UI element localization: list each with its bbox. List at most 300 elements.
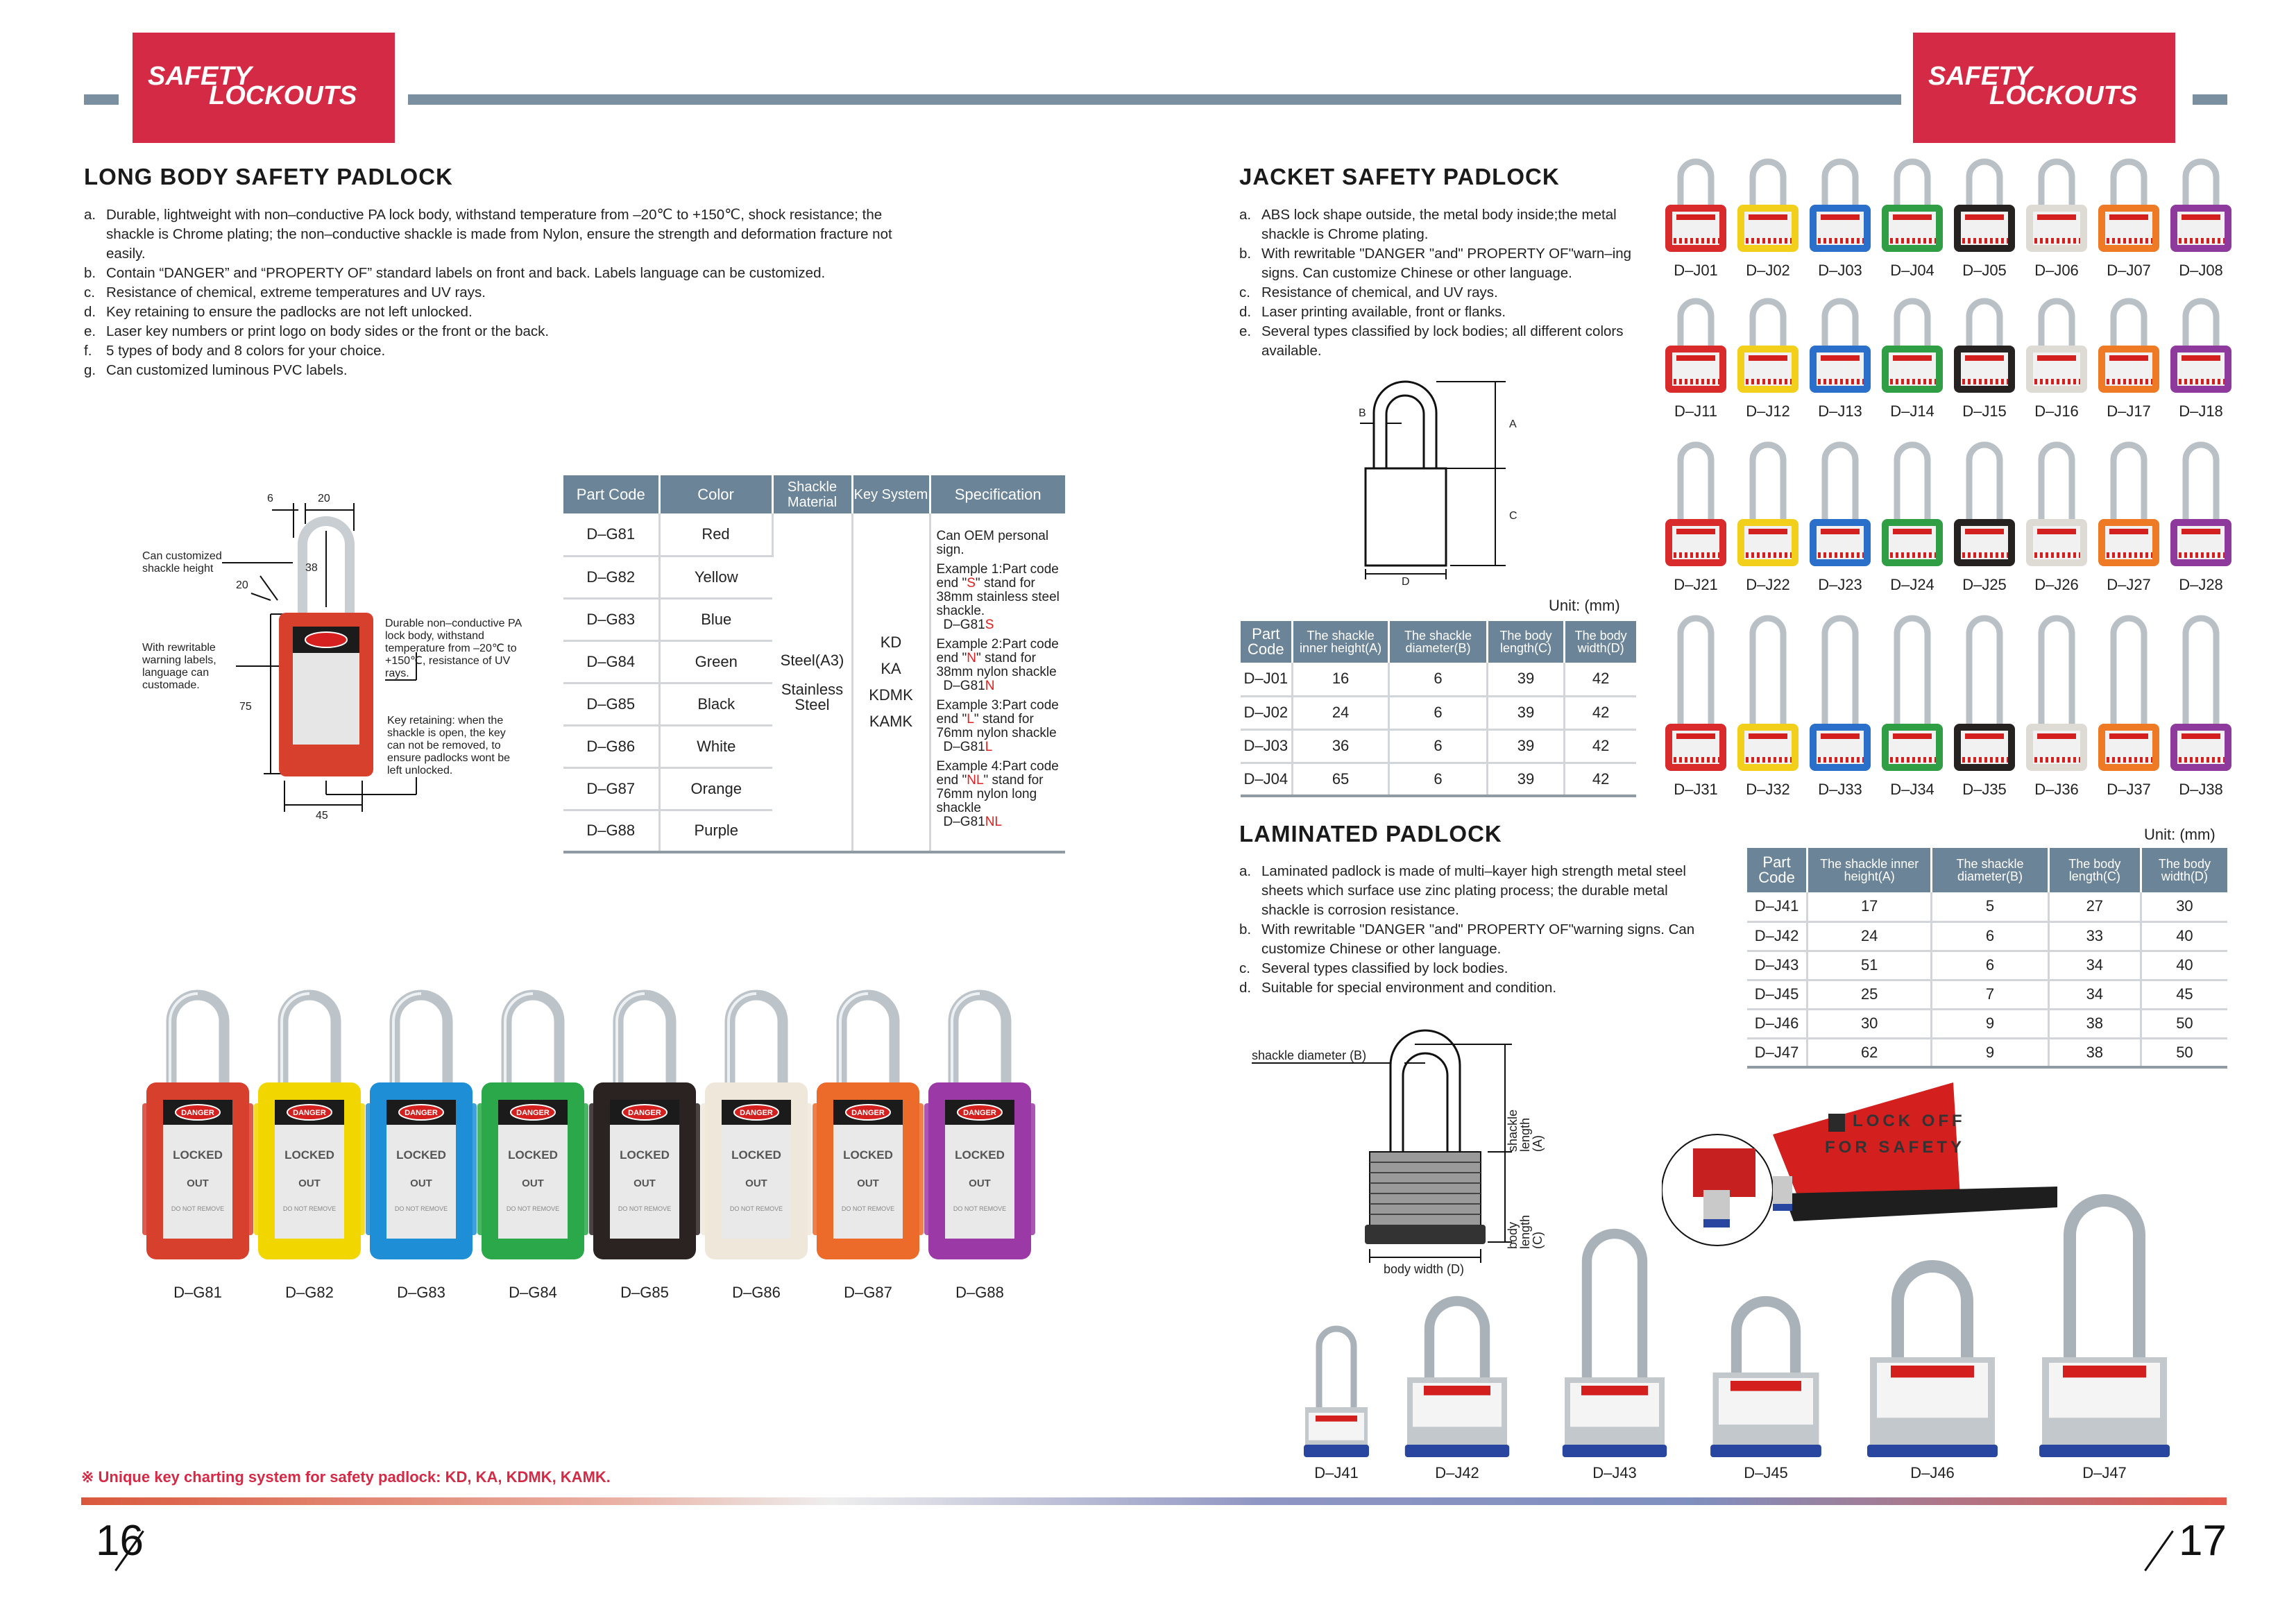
jacket-padlock-icon bbox=[2168, 439, 2234, 568]
padlock-7-icon bbox=[924, 985, 1035, 1263]
padlock-1-icon bbox=[254, 985, 365, 1263]
example-text: " stand for 76mm nylon long shackle bbox=[936, 773, 1044, 815]
svg-text:LOCKED: LOCKED bbox=[284, 1148, 334, 1162]
shackle-material-cell bbox=[772, 513, 852, 852]
brand-logo-right bbox=[1913, 33, 2175, 143]
example-text: " stand for 38mm stainless steel shackle. bbox=[936, 576, 1060, 618]
long-body-spec-table bbox=[563, 475, 1065, 853]
example-code-base: D–G81 bbox=[943, 618, 985, 632]
part-code-cell: D–G86 bbox=[563, 725, 659, 767]
laminated-padlock-icon bbox=[1559, 1228, 1670, 1457]
jacket-padlock-icon bbox=[1807, 613, 1873, 772]
color-cell: Blue bbox=[659, 598, 772, 640]
svg-text:DANGER: DANGER bbox=[181, 1109, 214, 1117]
svg-text:OUT: OUT bbox=[522, 1178, 544, 1189]
page-slash-right bbox=[2144, 1530, 2174, 1571]
svg-text:LOCKED: LOCKED bbox=[731, 1148, 781, 1162]
feature-item bbox=[1239, 322, 1649, 361]
value-cell: 42 bbox=[1565, 729, 1636, 763]
table-row bbox=[1747, 980, 2227, 1009]
header-rule bbox=[408, 94, 1901, 105]
jacket-padlock-icon bbox=[1807, 296, 1873, 394]
column-header: The shackle diameter(B) bbox=[1932, 848, 2049, 892]
feature-text: Laser key numbers or print logo on body sides or the front or the back. bbox=[106, 323, 550, 339]
example-code-base: D–G81 bbox=[943, 740, 985, 754]
jacket-padlock-icon bbox=[1663, 613, 1729, 772]
dim-a: A bbox=[1509, 418, 1517, 430]
padlock-4-icon bbox=[589, 985, 700, 1263]
value-cell: 6 bbox=[1932, 921, 2049, 951]
jacket-padlock-label: D–J16 bbox=[2034, 402, 2079, 420]
shackle-note: Can customized shackle height bbox=[142, 550, 222, 575]
jacket-padlock-icon bbox=[1735, 613, 1801, 772]
padlock-label: D–G88 bbox=[955, 1284, 1004, 1301]
laminated-padlock-icon bbox=[1707, 1295, 1825, 1457]
jacket-padlock-label: D–J06 bbox=[2034, 262, 2079, 279]
value-cell: 39 bbox=[1487, 696, 1565, 729]
feature-item bbox=[1239, 244, 1649, 283]
value-cell: 39 bbox=[1487, 729, 1565, 763]
value-cell: 34 bbox=[2048, 980, 2141, 1009]
example-text: Example 3:Part code end " bbox=[936, 698, 1059, 726]
value-cell: 42 bbox=[1565, 763, 1636, 796]
feature-text: With rewritable "DANGER "and" PROPERTY OF"warn–ing signs. Can customize Chinese or other language. bbox=[1261, 246, 1632, 281]
label-body-length: body length (C) bbox=[1506, 1214, 1545, 1249]
jacket-padlock-icon bbox=[2023, 439, 2090, 568]
section-title-long-body: LONG BODY SAFETY PADLOCK bbox=[84, 164, 453, 189]
feature-text: Key retaining to ensure the padlocks are not left unlocked. bbox=[106, 304, 473, 320]
feature-marker: b. bbox=[1239, 246, 1252, 262]
value-cell: 36 bbox=[1292, 729, 1389, 763]
feature-marker: c. bbox=[1239, 284, 1250, 300]
key-charting-note: ※ Unique key charting system for safety padlock: KD, KA, KDMK, KAMK. bbox=[81, 1468, 611, 1486]
feature-text: Can customized luminous PVC labels. bbox=[106, 362, 348, 378]
jacket-padlock-icon bbox=[2095, 156, 2162, 253]
jacket-padlock-label: D–J04 bbox=[1890, 262, 1934, 279]
jacket-features bbox=[1239, 205, 1649, 361]
long-body-padlock bbox=[366, 985, 477, 1263]
brand-line1: SAFETY bbox=[148, 62, 252, 91]
table-row bbox=[1747, 1038, 2227, 1067]
long-body-padlock bbox=[254, 985, 365, 1263]
col-key-system: Key System bbox=[852, 475, 930, 513]
padlock-5-icon bbox=[701, 985, 812, 1263]
jacket-unit: Unit: (mm) bbox=[1549, 597, 1620, 614]
jacket-padlock-label: D–J02 bbox=[1746, 262, 1790, 279]
jacket-padlock-icon bbox=[1879, 296, 1946, 394]
part-code-cell: D–G81 bbox=[563, 513, 659, 556]
example-code-suffix: NL bbox=[985, 815, 1002, 829]
feature-marker: a. bbox=[1239, 863, 1252, 879]
laminated-padlock-label: D–J45 bbox=[1744, 1464, 1788, 1481]
padlock-6-icon bbox=[813, 985, 924, 1263]
feature-text: Laser printing available, front or flanks. bbox=[1261, 304, 1506, 320]
jacket-padlock-label: D–J05 bbox=[1962, 262, 2007, 279]
jacket-padlock-icon bbox=[2168, 613, 2234, 772]
body-note: Durable non–conductive PA lock body, withstand temperature from –20℃ to +150℃, resistance of UV rays. bbox=[385, 618, 522, 679]
feature-marker: e. bbox=[1239, 323, 1252, 339]
col-part-code: Part Code bbox=[563, 475, 659, 513]
svg-text:OUT: OUT bbox=[298, 1178, 321, 1189]
jacket-padlock-label: D–J13 bbox=[1818, 402, 1862, 420]
svg-text:OUT: OUT bbox=[410, 1178, 432, 1189]
feature-item bbox=[1239, 283, 1649, 303]
dim-b: B bbox=[1359, 407, 1366, 419]
svg-text:LOCKED: LOCKED bbox=[173, 1148, 223, 1162]
jacket-diagram bbox=[1346, 364, 1527, 586]
jacket-padlock-icon bbox=[1735, 439, 1801, 568]
feature-text: Several types classified by lock bodies; all different colors available. bbox=[1261, 323, 1624, 359]
feature-text: With rewritable "DANGER "and" PROPERTY OF"warning signs. Can customize Chinese or other language. bbox=[1261, 921, 1695, 957]
table-header-row bbox=[1241, 621, 1636, 663]
laminated-features bbox=[1239, 862, 1711, 998]
jacket-lock-grid bbox=[1660, 156, 2236, 801]
jacket-padlock-icon bbox=[2095, 613, 2162, 772]
spec-example bbox=[937, 638, 1060, 693]
key-system-value: KAMK bbox=[869, 713, 913, 730]
svg-text:DANGER: DANGER bbox=[516, 1109, 550, 1117]
value-cell: 40 bbox=[2141, 951, 2227, 980]
feature-marker: f. bbox=[84, 343, 92, 359]
key-system-cell bbox=[852, 513, 930, 852]
color-cell: White bbox=[659, 725, 772, 767]
jacket-padlock-icon bbox=[2095, 296, 2162, 394]
jacket-padlock-icon bbox=[1807, 439, 1873, 568]
example-suffix-highlight: L bbox=[967, 712, 974, 726]
color-cell: Black bbox=[659, 683, 772, 725]
value-cell: 6 bbox=[1389, 663, 1487, 696]
padlock-label: D–G83 bbox=[397, 1284, 445, 1301]
long-body-padlock bbox=[813, 985, 924, 1263]
padlock-3-icon bbox=[477, 985, 588, 1263]
jacket-padlock-label: D–J15 bbox=[1962, 402, 2007, 420]
table-header-row bbox=[1747, 848, 2227, 892]
long-body-padlock bbox=[701, 985, 812, 1263]
part-code-cell: D–G84 bbox=[563, 640, 659, 683]
jacket-padlock-icon bbox=[1951, 439, 2018, 568]
table-row bbox=[1747, 921, 2227, 951]
padlock-2-icon bbox=[366, 985, 477, 1263]
example-suffix-highlight: S bbox=[967, 576, 976, 590]
key-system-value: KD bbox=[880, 634, 902, 651]
long-body-diagram bbox=[139, 489, 527, 829]
jacket-padlock-label: D–J23 bbox=[1818, 576, 1862, 593]
value-cell: 17 bbox=[1808, 892, 1932, 921]
jacket-padlock-icon bbox=[1951, 156, 2018, 253]
part-code-cell: D–J41 bbox=[1747, 892, 1808, 921]
value-cell: 40 bbox=[2141, 921, 2227, 951]
color-cell: Red bbox=[659, 513, 772, 556]
svg-text:OUT: OUT bbox=[187, 1178, 209, 1189]
color-cell: Green bbox=[659, 640, 772, 683]
value-cell: 39 bbox=[1487, 663, 1565, 696]
feature-marker: d. bbox=[1239, 980, 1252, 996]
brand-logo-left bbox=[133, 33, 395, 143]
column-header: The body width(D) bbox=[1565, 621, 1636, 663]
column-header: Part Code bbox=[1241, 621, 1292, 663]
long-body-features bbox=[84, 205, 930, 380]
column-header: The body length(C) bbox=[1487, 621, 1565, 663]
color-cell: Orange bbox=[659, 767, 772, 810]
jacket-padlock-icon bbox=[1663, 439, 1729, 568]
dim-45: 45 bbox=[316, 810, 328, 822]
svg-text:DANGER: DANGER bbox=[740, 1109, 773, 1117]
svg-text:DO NOT REMOVE: DO NOT REMOVE bbox=[506, 1205, 560, 1212]
example-code-suffix: S bbox=[985, 618, 994, 632]
feature-text: ABS lock shape outside, the metal body inside;the metal shackle is Chrome plating. bbox=[1261, 207, 1617, 242]
value-cell: 27 bbox=[2048, 892, 2141, 921]
long-body-padlock bbox=[142, 985, 253, 1263]
table-row bbox=[1747, 951, 2227, 980]
column-header: The shackle inner height(A) bbox=[1292, 621, 1389, 663]
jacket-padlock-icon bbox=[1951, 613, 2018, 772]
feature-item bbox=[84, 341, 930, 361]
jacket-padlock-icon bbox=[2023, 613, 2090, 772]
jacket-padlock-label: D–J31 bbox=[1674, 781, 1718, 798]
jacket-padlock-label: D–J33 bbox=[1818, 781, 1862, 798]
jacket-padlock-label: D–J22 bbox=[1746, 576, 1790, 593]
part-code-cell: D–J43 bbox=[1747, 951, 1808, 980]
col-specification: Specification bbox=[930, 475, 1065, 513]
svg-text:LOCKED: LOCKED bbox=[620, 1148, 670, 1162]
part-code-cell: D–J46 bbox=[1747, 1009, 1808, 1038]
svg-text:DANGER: DANGER bbox=[628, 1109, 661, 1117]
jacket-padlock-icon bbox=[1663, 156, 1729, 253]
jacket-padlock-label: D–J25 bbox=[1962, 576, 2007, 593]
footer-gradient-rule bbox=[81, 1497, 2227, 1505]
spec-intro: Can OEM personal sign. bbox=[936, 529, 1049, 557]
long-body-padlock bbox=[924, 985, 1035, 1263]
part-code-cell: D–J47 bbox=[1747, 1038, 1808, 1067]
long-body-padlock bbox=[589, 985, 700, 1263]
part-code-cell: D–G82 bbox=[563, 556, 659, 598]
padlock-label: D–G85 bbox=[620, 1284, 669, 1301]
jacket-padlock-label: D–J11 bbox=[1674, 402, 1717, 420]
padlock-label: D–G84 bbox=[509, 1284, 557, 1301]
padlock-label: D–G81 bbox=[173, 1284, 222, 1301]
feature-item bbox=[1239, 978, 1711, 998]
svg-text:LOCKED: LOCKED bbox=[955, 1148, 1005, 1162]
feature-marker: b. bbox=[1239, 921, 1252, 937]
example-text: Example 4:Part code end " bbox=[936, 759, 1059, 788]
value-cell: 50 bbox=[2141, 1009, 2227, 1038]
key-system-value: KA bbox=[881, 660, 901, 677]
feature-text: Contain “DANGER” and “PROPERTY OF” standard labels on front and back. Labels language can be customized. bbox=[106, 265, 826, 281]
jacket-padlock-icon bbox=[2095, 439, 2162, 568]
long-body-lock-row bbox=[142, 985, 1044, 1318]
dim-38: 38 bbox=[305, 562, 318, 574]
bag-text-line2: FOR SAFETY bbox=[1825, 1138, 1966, 1157]
feature-marker: c. bbox=[84, 284, 95, 300]
jacket-padlock-icon bbox=[2023, 296, 2090, 394]
laminated-padlock-icon bbox=[1863, 1259, 2002, 1457]
value-cell: 25 bbox=[1808, 980, 1932, 1009]
laminated-padlock-icon bbox=[1302, 1325, 1371, 1457]
spec-example bbox=[937, 760, 1060, 829]
jacket-padlock-label: D–J28 bbox=[2179, 576, 2223, 593]
feature-item bbox=[84, 283, 930, 303]
svg-text:DO NOT REMOVE: DO NOT REMOVE bbox=[282, 1205, 337, 1212]
jacket-padlock-label: D–J38 bbox=[2179, 781, 2223, 798]
dim-c: C bbox=[1509, 510, 1517, 522]
jacket-padlock-icon bbox=[1879, 439, 1946, 568]
value-cell: 9 bbox=[1932, 1009, 2049, 1038]
page-number-left: 16 bbox=[96, 1517, 144, 1565]
part-code-cell: D–J04 bbox=[1241, 763, 1292, 796]
value-cell: 38 bbox=[2048, 1038, 2141, 1067]
color-cell: Purple bbox=[659, 810, 772, 852]
feature-item bbox=[84, 322, 930, 341]
key-system-value: KDMK bbox=[869, 686, 913, 704]
value-cell: 39 bbox=[1487, 763, 1565, 796]
feature-marker: b. bbox=[84, 265, 96, 281]
specification-cell bbox=[930, 513, 1065, 852]
label-note: With rewritable warning labels, language can customade. bbox=[142, 642, 216, 691]
feature-text: Several types classified by lock bodies. bbox=[1261, 960, 1508, 976]
jacket-diagram-drawing bbox=[1346, 364, 1527, 586]
feature-item bbox=[84, 264, 930, 283]
laminated-unit: Unit: (mm) bbox=[2144, 826, 2216, 843]
jacket-padlock-icon bbox=[2168, 296, 2234, 394]
laminated-diagram bbox=[1248, 1013, 1545, 1284]
bag-text-line1: LOCK OFF bbox=[1853, 1112, 1966, 1130]
jacket-padlock-icon bbox=[1735, 296, 1801, 394]
value-cell: 30 bbox=[2141, 892, 2227, 921]
col-shackle-material: Shackle Material bbox=[772, 475, 852, 513]
svg-text:DO NOT REMOVE: DO NOT REMOVE bbox=[729, 1205, 783, 1212]
jacket-padlock-label: D–J36 bbox=[2034, 781, 2079, 798]
example-code-suffix: N bbox=[985, 679, 995, 693]
value-cell: 6 bbox=[1389, 729, 1487, 763]
example-suffix-highlight: N bbox=[967, 651, 976, 665]
spec-example bbox=[937, 563, 1060, 632]
example-code bbox=[937, 679, 1060, 693]
svg-text:DO NOT REMOVE: DO NOT REMOVE bbox=[618, 1205, 672, 1212]
example-text: Example 1:Part code end " bbox=[936, 562, 1059, 590]
part-code-cell: D–J03 bbox=[1241, 729, 1292, 763]
jacket-padlock-icon bbox=[1879, 156, 1946, 253]
jacket-padlock-icon bbox=[1663, 296, 1729, 394]
jacket-padlock-label: D–J17 bbox=[2107, 402, 2151, 420]
part-code-cell: D–J02 bbox=[1241, 696, 1292, 729]
col-color: Color bbox=[659, 475, 772, 513]
value-cell: 33 bbox=[2048, 921, 2141, 951]
lockout-bag-image bbox=[1662, 1072, 2078, 1266]
table-row bbox=[1241, 729, 1636, 763]
jacket-padlock-label: D–J12 bbox=[1746, 402, 1790, 420]
jacket-padlock-icon bbox=[1951, 296, 2018, 394]
svg-text:DANGER: DANGER bbox=[851, 1109, 885, 1117]
feature-item bbox=[1239, 862, 1711, 920]
feature-item bbox=[1239, 205, 1649, 244]
padlock-label: D–G82 bbox=[285, 1284, 334, 1301]
feature-text: 5 types of body and 8 colors for your choice. bbox=[106, 343, 386, 359]
feature-item bbox=[84, 361, 930, 380]
example-text: " stand for 76mm nylon shackle bbox=[936, 712, 1057, 740]
jacket-padlock-icon bbox=[1735, 156, 1801, 253]
example-text: " stand for 38mm nylon shackle bbox=[936, 651, 1057, 679]
feature-text: Resistance of chemical, and UV rays. bbox=[1261, 284, 1498, 300]
section-title-jacket: JACKET SAFETY PADLOCK bbox=[1239, 164, 1560, 189]
brand-line2: LOCKOUTS bbox=[1989, 81, 2138, 110]
feature-item bbox=[1239, 303, 1649, 322]
value-cell: 50 bbox=[2141, 1038, 2227, 1067]
jacket-spec-table bbox=[1241, 621, 1636, 797]
feature-text: Laminated padlock is made of multi–kayer high strength metal steel sheets which surface use zinc plating process; the durable metal shackle is corrosion resistance. bbox=[1261, 863, 1686, 918]
feature-marker: a. bbox=[84, 207, 96, 223]
feature-item bbox=[1239, 959, 1711, 978]
value-cell: 24 bbox=[1808, 921, 1932, 951]
value-cell: 38 bbox=[2048, 1009, 2141, 1038]
spec-example bbox=[937, 699, 1060, 754]
label-shackle-diameter: shackle diameter (B) bbox=[1252, 1048, 1367, 1062]
feature-marker: a. bbox=[1239, 207, 1252, 223]
feature-item bbox=[84, 205, 930, 264]
padlock-label: D–G87 bbox=[844, 1284, 892, 1301]
table-row bbox=[1747, 892, 2227, 921]
label-body-width: body width (D) bbox=[1384, 1262, 1465, 1276]
color-cell: Yellow bbox=[659, 556, 772, 598]
brand-line1: SAFETY bbox=[1928, 62, 2032, 91]
svg-text:DANGER: DANGER bbox=[405, 1109, 438, 1117]
lockout-bag-drawing bbox=[1662, 1072, 2078, 1266]
svg-text:LOCKED: LOCKED bbox=[843, 1148, 893, 1162]
value-cell: 5 bbox=[1932, 892, 2049, 921]
part-code-cell: D–J42 bbox=[1747, 921, 1808, 951]
value-cell: 65 bbox=[1292, 763, 1389, 796]
value-cell: 6 bbox=[1932, 951, 2049, 980]
value-cell: 62 bbox=[1808, 1038, 1932, 1067]
padlock-label: D–G86 bbox=[732, 1284, 781, 1301]
svg-text:OUT: OUT bbox=[969, 1178, 991, 1189]
dim-d: D bbox=[1402, 576, 1410, 588]
feature-text: Suitable for special environment and condition. bbox=[1261, 980, 1557, 996]
jacket-padlock-label: D–J21 bbox=[1674, 576, 1718, 593]
laminated-spec-table bbox=[1747, 848, 2227, 1069]
jacket-padlock-label: D–J35 bbox=[1962, 781, 2007, 798]
example-text: Example 2:Part code end " bbox=[936, 637, 1059, 665]
jacket-padlock-icon bbox=[2168, 156, 2234, 253]
value-cell: 24 bbox=[1292, 696, 1389, 729]
value-cell: 51 bbox=[1808, 951, 1932, 980]
dim-75: 75 bbox=[239, 701, 252, 713]
jacket-padlock-label: D–J14 bbox=[1890, 402, 1934, 420]
jacket-padlock-label: D–J18 bbox=[2179, 402, 2223, 420]
feature-text: Durable, lightweight with non–conductive PA lock body, withstand temperature from –20℃ to +150℃, shock resistance; the shackle is Chrome plating; the non–conductive shackle is made from Nylon, ensure the strength and deformation fracture not easily. bbox=[106, 207, 892, 262]
feature-text: Resistance of chemical, extreme temperatures and UV rays. bbox=[106, 284, 486, 300]
table-row bbox=[1747, 1009, 2227, 1038]
feature-marker: c. bbox=[1239, 960, 1250, 976]
column-header: The body length(C) bbox=[2048, 848, 2141, 892]
page-number-right: 17 bbox=[2179, 1517, 2227, 1565]
value-cell: 16 bbox=[1292, 663, 1389, 696]
table-row bbox=[1241, 663, 1636, 696]
dim-6: 6 bbox=[267, 493, 273, 504]
column-header: The shackle diameter(B) bbox=[1389, 621, 1487, 663]
jacket-padlock-label: D–J01 bbox=[1674, 262, 1718, 279]
laminated-padlock-label: D–J43 bbox=[1592, 1464, 1637, 1481]
example-code bbox=[937, 815, 1060, 829]
svg-text:DANGER: DANGER bbox=[963, 1109, 996, 1117]
value-cell: 30 bbox=[1808, 1009, 1932, 1038]
dim-20-side: 20 bbox=[236, 579, 248, 591]
svg-text:DANGER: DANGER bbox=[293, 1109, 326, 1117]
value-cell: 6 bbox=[1389, 696, 1487, 729]
jacket-padlock-label: D–J07 bbox=[2107, 262, 2151, 279]
laminated-padlock-icon bbox=[1402, 1295, 1513, 1457]
feature-item bbox=[1239, 920, 1711, 959]
table-row bbox=[563, 513, 1065, 556]
